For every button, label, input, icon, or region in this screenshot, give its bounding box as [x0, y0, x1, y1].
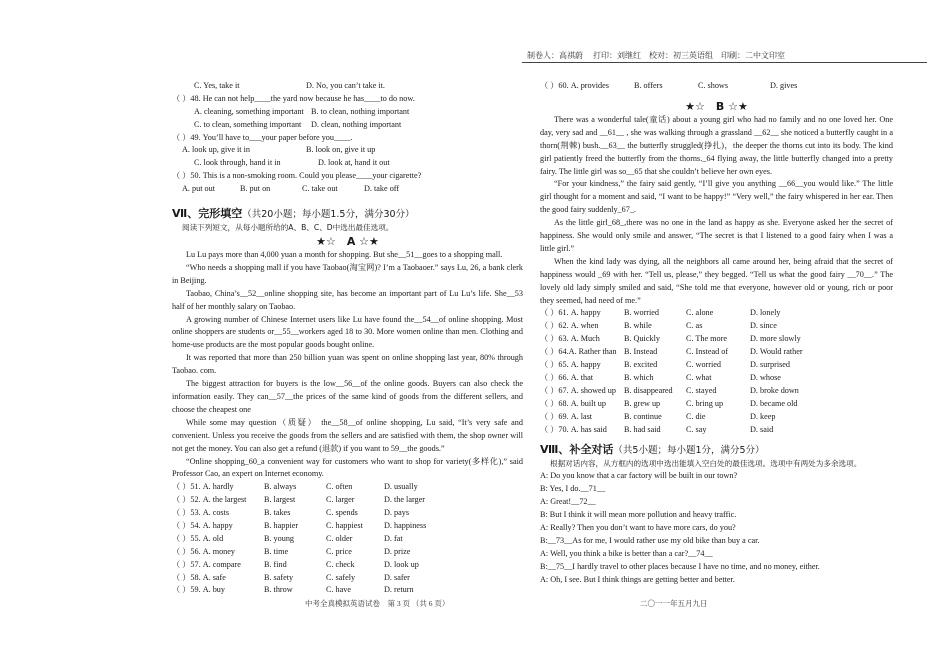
option: （ ）67. A. showed up [540, 385, 616, 395]
option: （ ）52. A. the largest [172, 495, 247, 505]
option: A. put out [182, 184, 215, 194]
option: D. since [750, 321, 777, 331]
option: D. Would rather [750, 347, 803, 357]
option: B. largest [264, 495, 296, 505]
option: C. often [326, 482, 353, 492]
option: B. continue [624, 411, 662, 421]
question-50: （ ）50. This is a non-smoking room. Could you please____your cigarette? [172, 171, 422, 181]
passage-a-heading: ★☆ A ☆★ [316, 235, 379, 249]
option: D. safer [384, 572, 410, 582]
option: （ ）70. A. has said [540, 424, 607, 434]
option: D. whose [750, 372, 781, 382]
option: B. takes [264, 508, 291, 518]
choice-row [540, 320, 893, 333]
passage-a-paragraph: A growing number of Chinese Internet users like Lu have found the__54__of online shopping. Most online shoppers are students or__55__workers aged 18 to 30. More women online than men. Clothing and home-use products are the most popular goods bought online. [172, 314, 523, 350]
passage-a-paragraph: “Who needs a shopping mall if you have Taobao(淘宝网)? I’m a Taobaoer.” says Lu, 26, a bank clerk in Beijing. [172, 262, 523, 285]
option: B. to clean, nothing important [311, 106, 410, 116]
page-footer: 中考全真模拟英语试卷 第 3 页 （共 6 页） [305, 599, 450, 608]
option: （ ）54. A. happy [172, 521, 233, 530]
option: B. time [264, 546, 289, 556]
passage-a-paragraph: While some may question（质疑） the__58__of online shopping, Lu said, “It’s very safe and convenient. Unless you receive the goods from the sellers and are satisfied with them, the shop owner will not get the money. You can also get a refund (退款) if you want to 59__the goods.” [172, 417, 523, 453]
dialogue-line: A: Well, you think a bike is better than a car?__74__ [540, 548, 713, 558]
option: C. shows [698, 81, 729, 90]
question-48: （ ）48. He can not help____the yard now because he has____to do now. [172, 93, 415, 103]
section-8-heading [540, 442, 893, 458]
passage-a-paragraph: Lu Lu pays more than 4,000 yuan a month for shopping. But she__51__goes to a shopping mall. [186, 250, 503, 260]
option: B. Instead [624, 347, 658, 357]
option: （ ）62. A. when [540, 321, 599, 331]
option: （ ）60. A. provides [540, 81, 609, 90]
option: （ ）63. A. Much [540, 334, 600, 344]
passage-b-paragraph: As the little girl_68_,there was no one in the land as happy as she. Everyone asked her the secret of happiness. She would only smile and answer, “The secret is that I listened to a good fairy when I was a little girl.” [540, 218, 893, 253]
option: B. disappeared [624, 385, 673, 395]
option: B. had said [624, 424, 661, 434]
option: C. check [326, 559, 355, 569]
dialogue-line: B:__73__As for me, I would rather use my old bike than buy a car. [540, 535, 760, 545]
option: C. what [686, 372, 712, 382]
section-title: Ⅶ、完形填空 [172, 207, 243, 221]
choice-row [172, 481, 523, 494]
q49-options-cd [172, 157, 523, 170]
option: C. look through, hand it in [194, 158, 281, 168]
passage-a-paragraph: It was reported that more than 250 billion yuan was spent on online shopping last year, 80% through Taobao. com. [172, 353, 523, 376]
passage-a-paragraph: “Online shopping_60_a convenient way for customers who want to shop for variety(多样化),” said Professor Cao, an expert on Internet economy. [172, 456, 523, 479]
section-title: Ⅷ、补全对话 [540, 443, 614, 457]
option: （ ）55. A. old [172, 533, 224, 543]
choice-row [540, 424, 893, 437]
option: D. return [384, 585, 414, 595]
choice-row [172, 572, 523, 585]
right-column [540, 80, 893, 586]
option: （ ）65. A. happy [540, 360, 601, 370]
option: D. take off [364, 184, 400, 194]
option: （ ）59. A. buy [172, 585, 225, 595]
option: C. worried [686, 360, 722, 370]
choice-row [172, 507, 523, 520]
choices-a-list [172, 481, 523, 597]
option: C. safely [326, 572, 356, 582]
option: C. stayed [686, 385, 717, 395]
option: （ ）66. A. that [540, 372, 593, 382]
passage-a-paragraph: Taobao, China’s__52__online shopping site, has become an important part of Lu Lu’s life. She__53 half of her monthly salary on Taobao. [172, 288, 523, 311]
q49-options-ab [172, 144, 523, 157]
q50-options [172, 183, 523, 196]
dialogue-line: A: Oh, I see. But I think things are getting better and better. [540, 574, 735, 584]
option: B. young [264, 533, 295, 543]
option: （ ）68. A. built up [540, 398, 606, 408]
choice-row [540, 385, 893, 398]
option: B. find [264, 559, 287, 569]
section-7-heading [172, 206, 523, 222]
option: C. The more [686, 334, 728, 344]
option: B. offers [634, 81, 663, 90]
option: C. take out [302, 184, 338, 194]
option: D. pays [384, 508, 410, 518]
choice-row [172, 520, 523, 533]
choice-row [172, 533, 523, 546]
option: B. safety [264, 572, 294, 582]
choice-row [540, 398, 893, 411]
option: C. have [326, 585, 352, 595]
option: B. while [624, 321, 652, 331]
option: A. look up, give it in [182, 145, 250, 155]
option: （ ）57. A. compare [172, 559, 241, 569]
option: B. put on [240, 184, 271, 194]
option: C. older [326, 533, 353, 543]
choice-row [540, 372, 893, 385]
dialogue-line: A: Really? Then you don’t want to have more cars, do you? [540, 522, 736, 532]
option: D. happiness [384, 521, 427, 530]
option: D. clean, nothing important [311, 119, 402, 129]
option: B. happier [264, 521, 299, 530]
section-8-instruction: 根据对话内容，从方框内的选项中选出能填入空白处的最佳选项。选项中有两处为多余选项。 [550, 459, 862, 469]
option: D. more slowly [750, 334, 801, 344]
choice-row [540, 307, 893, 320]
option: D. look up [384, 559, 419, 569]
option: C. spends [326, 508, 358, 518]
option: C. bring up [686, 398, 724, 408]
option: D. No, you can’t take it. [306, 81, 385, 90]
option: （ ）64.A. Rather than [540, 347, 617, 357]
q48-options-cd [172, 119, 523, 132]
option: C. to clean, something important [194, 119, 302, 129]
option: C. as [686, 321, 703, 331]
option: B. throw [264, 585, 293, 595]
option: B. Quickly [624, 334, 660, 344]
option: （ ）61. A. happy [540, 308, 601, 318]
option: （ ）58. A. safe [172, 572, 226, 582]
choice-row [540, 346, 893, 359]
dialogue-line: B: But I think it will mean more pollution and heavy traffic. [540, 510, 737, 520]
option: C. Yes, take it [194, 81, 240, 90]
choices-b-list [540, 307, 893, 436]
option: D. became old [750, 398, 798, 408]
choice-row [540, 359, 893, 372]
page-header: 制卷人：高祺蔚 打印：刘继红 校对：初三英语组 印刷：二中文印室 [527, 51, 785, 60]
choice-row [540, 411, 893, 424]
option: C. price [326, 546, 352, 556]
choice-row [540, 333, 893, 346]
option: C. die [686, 411, 706, 421]
dialogue-line: A: Do you know that a car factory will be built in our town? [540, 471, 738, 481]
option: C. larger [326, 495, 355, 505]
option: D. usually [384, 482, 418, 492]
option: B. always [264, 482, 297, 492]
option: D. the larger [384, 495, 425, 505]
option: B. excited [624, 360, 658, 370]
option: D. surprised [750, 360, 791, 370]
q47-options [172, 80, 523, 93]
option: （ ）53. A. costs [172, 508, 230, 518]
left-column [172, 80, 523, 597]
option: D. fat [384, 533, 403, 543]
section-score: （共5小题；每小题1分，满分5分） [613, 445, 765, 457]
option: D. look at, hand it out [318, 158, 390, 168]
option: B. which [624, 372, 654, 382]
passage-b-paragraph: When the kind lady was dying, all the neighbors all came around her, being afraid that the secret of happiness would _69 with her. “Tell us, please,” they begged. “Tell us what the good fairy __70__.” The lovely old lady simply smiled and said, “She told me that everyone, however old or young, rich or poor they seemed, had need of me.” [540, 256, 893, 305]
option: （ ）56. A. money [172, 546, 235, 556]
question-49: （ ）49. You’ll have to___your paper before you____. [172, 132, 353, 142]
option: D. gives [770, 81, 798, 90]
dialogue-line: B:__75__I hardly travel to other places because I have no time, and no money, either. [540, 561, 820, 571]
header-rule [522, 62, 927, 63]
option: B. look on, give it up [306, 145, 376, 155]
option: （ ）51. A. hardly [172, 482, 234, 492]
option: A. cleaning, something important [194, 106, 304, 116]
option: D. lonely [750, 308, 781, 318]
dialogue-line: A: Great!__72__ [540, 497, 596, 507]
option: （ ）69. A. last [540, 411, 593, 421]
passage-b-heading: ★☆ B ☆★ [685, 99, 748, 113]
option: C. happiest [326, 521, 363, 530]
option: D. keep [750, 411, 776, 421]
option: C. say [686, 424, 707, 434]
choice-row [172, 494, 523, 507]
option: B. grew up [624, 398, 661, 408]
option: D. prize [384, 546, 411, 556]
passage-b-paragraph: “For your kindness,” the fairy said gently, “I’ll give you anything __66__you would like.” The little girl thought for a moment and said, “I want to be happy!” “Very well,” the fairy whispered in her ear. Then the good fairy suddenly_67_. [540, 179, 893, 215]
q48-options-ab [172, 106, 523, 119]
option: C. Instead of [686, 347, 729, 357]
question-60-options [540, 80, 893, 93]
passage-b-paragraph: There was a wonderful tale(童话) about a young girl who had no family and no one loved her. One day, very sad and __61__ , she was walking through a grassland __62__ she noticed a butterfly caught in a thorn(荆棘) bush.__63__ the butterfly struggled(挣扎)，the deeper the thorns cut into its body. The kind girl patiently freed the butterfly from the thorns._64 flying away, the little butterfly changed into a pretty fairy. The little girl was so__65 that she couldn’t believe her own eyes. [540, 114, 893, 176]
section-7-instruction: 阅读下列短文，从每小题所给的A、B、C、D中选出最佳选项。 [182, 223, 394, 233]
option: D. broke down [750, 385, 799, 395]
page-date: 二〇一一年五月九日 [640, 599, 708, 608]
choice-row [172, 546, 523, 559]
section-score: （共20小题；每小题1.5分，满分30分） [242, 209, 415, 221]
passage-a-paragraph: The biggest attraction for buyers is the low__56__of the online goods. Buyers can also check the information easily. They can__57__the prices of the same kind of goods from the different sellers, and choose the cheapest one [172, 379, 523, 414]
option: D. said [750, 424, 774, 434]
option: B. worried [624, 308, 660, 318]
dialogue-line: B: Yes, I do.__71__ [540, 484, 606, 494]
choice-row [172, 559, 523, 572]
option: C. alone [686, 308, 714, 318]
choice-row [172, 584, 523, 597]
